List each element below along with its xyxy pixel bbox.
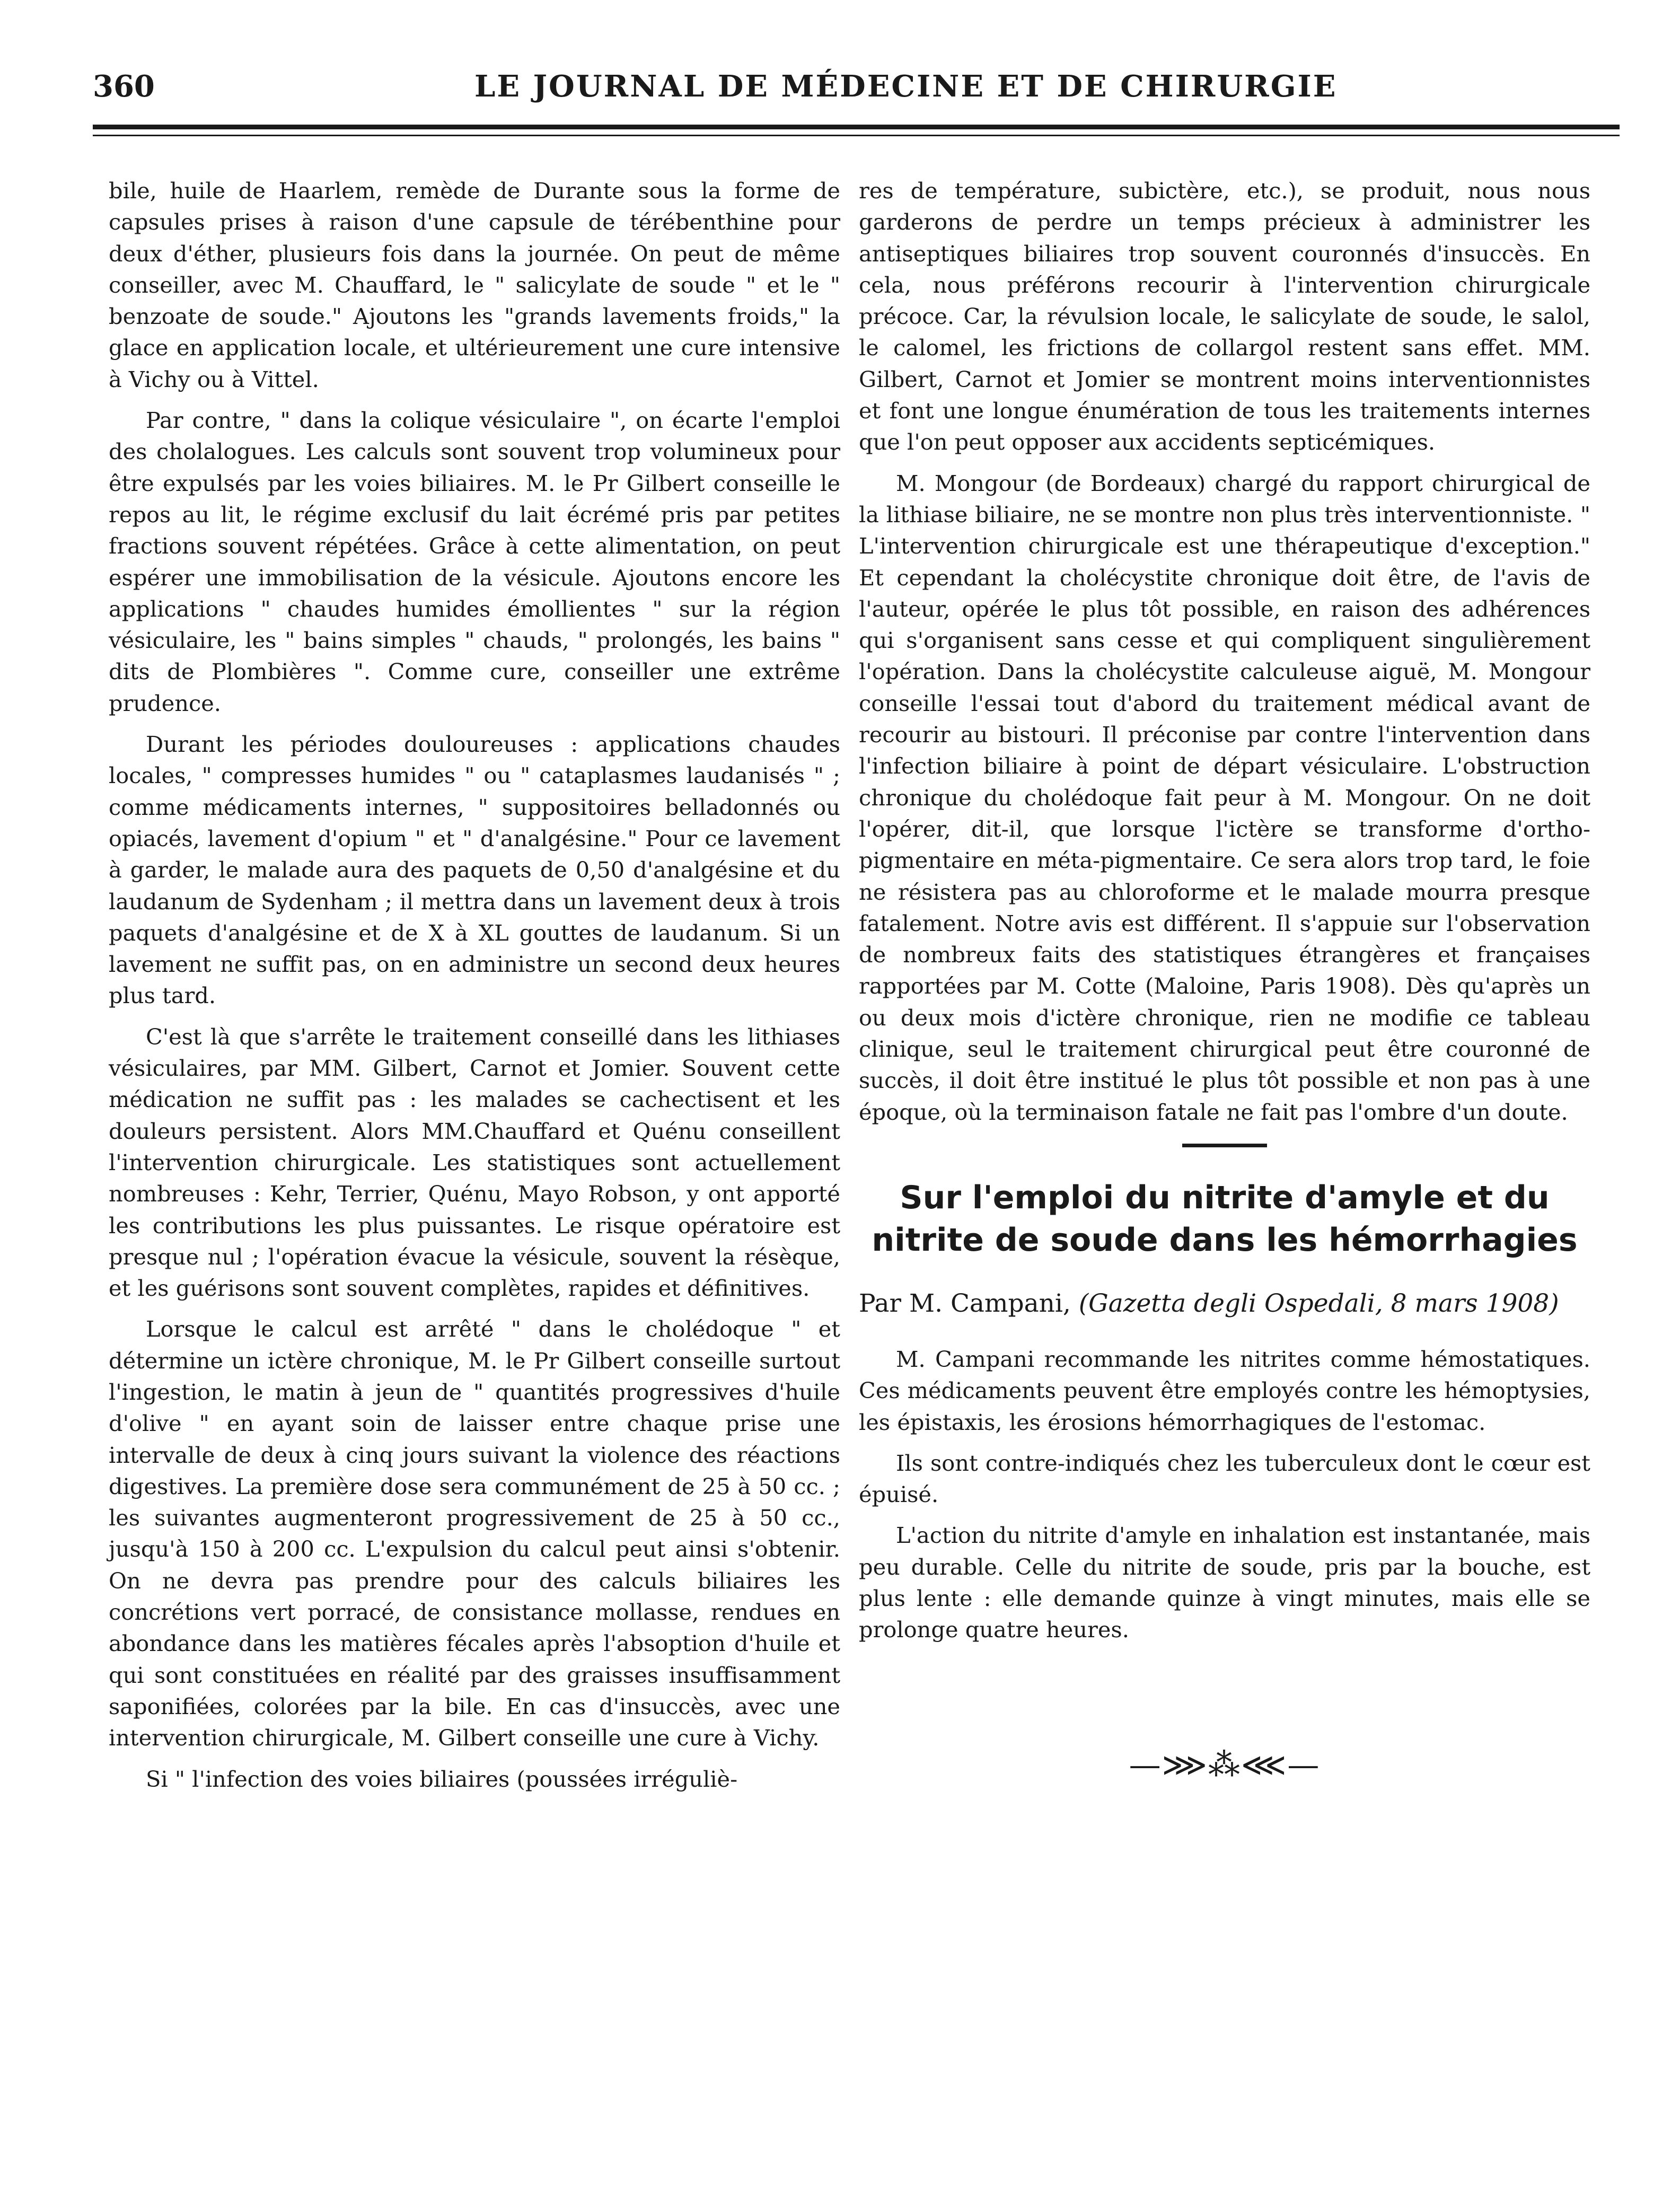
article-byline <box>859 1285 1590 1322</box>
page-number: 360 <box>93 69 155 104</box>
byline-source: (Gazetta degli Ospedali, 8 mars 1908) <box>1078 1288 1559 1318</box>
paragraph: res de température, subictère, etc.), se produit, nous nous garderons de perdre un temps précieux à administrer les antiseptiques biliaires trop souvent couronnés d'insuccès. En cela, nous préférons recourir à l'intervention chirurgicale précoce. Car, la révulsion locale, le salicylate de soude, le salol, le calomel, les frictions de collargol restent sans effet. MM. Gilbert, Carnot et Jomier se montrent moins interventionnistes et font une longue énumération de tous les traitements internes que l'on peut opposer aux accidents septicémiques. <box>859 178 1590 455</box>
paragraph: Lorsque le calcul est arrêté " dans le cholédoque " et détermine un ictère chronique, M. le Pr Gilbert conseille surtout l'ingestion, le matin à jeun de " quantités progressives d'huile d'olive " en ayant soin de laisser entre chaque prise une intervalle de deux à cinq jours suivant la violence des réactions digestives. La première dose sera communément de 25 à 50 cc. ; les suivantes augmenteront progressivement de 25 à 50 cc., jusqu'à 150 à 200 cc. L'expulsion du calcul peut ainsi s'obtenir. On ne devra pas prendre pour des calculs biliaires les concrétions vert porracé, de consistance mollasse, rendues en abondance dans les matières fécales après l'absoption d'huile et qui sont constituées en réalité par des graisses insuffisamment saponifiées, colorées par la bile. En cas d'insuccès, avec une intervention chirurgicale, M. Gilbert conseille une cure à Vichy. <box>109 1316 840 1751</box>
journal-title: LE JOURNAL DE MÉDECINE ET DE CHIRURGIE <box>474 69 1338 104</box>
byline-author: Par M. Campani, <box>859 1288 1071 1318</box>
paragraph: M. Campani recommande les nitrites comme hémostatiques. Ces médicaments peuvent être employés contre les hémoptysies, les épistaxis, les érosions hémorrhagiques de l'estomac. <box>859 1346 1590 1435</box>
paragraph: Par contre, " dans la colique vésiculaire ", on écarte l'emploi des cholalogues. Les calculs sont souvent trop volumineux pour être expulsés par les voies biliaires. M. le Pr Gilbert conseille le repos au lit, le régime exclusif du lait écrémé pris par petites fractions souvent répétées. Grâce à cette alimentation, on peut espérer une immobilisation de la vésicule. Ajoutons encore les applications " chaudes humides émollientes " sur la région vésiculaire, les " bains simples " chauds, " prolongés, les bains " dits de Plombières ". Comme cure, conseiller une extrême prudence. <box>109 407 840 716</box>
paragraph: C'est là que s'arrête le traitement conseillé dans les lithiases vésiculaires, par MM. Gilbert, Carnot et Jomier. Souvent cette médication ne suffit pas : les malades se cachectisent et les douleurs persistent. Alors MM.Chauffard et Quénu conseillent l'intervention chirurgicale. Les statistiques sont actuellement nombreuses : Kehr, Terrier, Quénu, Mayo Robson, y ont apporté les contributions les plus puissantes. Le risque opératoire est presque nul ; l'opération évacue la vésicule, souvent la résèque, et les guérisons sont souvent complètes, rapides et définitives. <box>109 1023 840 1302</box>
page-header <box>93 69 1620 106</box>
article-title: Sur l'emploi du nitrite d'amyle et du nitrite de soude dans les hémorrhagies <box>872 1179 1578 1259</box>
end-ornament: —⋙⁂⋘— <box>1129 1746 1321 1784</box>
paragraph: Si " l'infection des voies biliaires (poussées irréguliè- <box>146 1766 738 1792</box>
paragraph: M. Mongour (de Bordeaux) chargé du rapport chirurgical de la lithiase biliaire, ne se montre non plus très interventionniste. " L'intervention chirurgicale est une thérapeutique d'exception." Et cependant la cholécystite chronique doit être, de l'avis de l'auteur, opérée le plus tôt possible, en raison des adhérences qui s'organisent sans cesse et qui compliquent singulièrement l'opération. Dans la cholécystite calculeuse aiguë, M. Mongour conseille l'essai tout d'abord du traitement médical avant de recourir au bistouri. Il préconise par contre l'intervention dans l'infection biliaire à point de départ vésiculaire. L'obstruction chronique du cholédoque fait peur à M. Mongour. On ne doit l'opérer, dit-il, que lorsque l'ictère se transforme d'ortho-pigmentaire en méta-pigmentaire. Ce sera alors trop tard, le foie ne résistera pas au chloroforme et le malade mourra presque fatalement. Notre avis est différent. Il s'appuie sur l'observation de nombreux faits des statistiques étrangères et françaises rapportées par M. Cotte (Maloine, Paris 1908). Dès qu'après un ou deux mois d'ictère chronique, rien ne modifie ce tableau clinique, seul le traitement chirurgical peut être couronné de succès, il doit être institué le plus tôt possible et non pas à une époque, où la terminaison fatale ne fait pas l'ombre d'un doute. <box>859 470 1590 1125</box>
paragraph: bile, huile de Haarlem, remède de Durante sous la forme de capsules prises à raison d'une capsule de térébenthine pour deux d'éther, plusieurs fois dans la journée. On peut de même conseiller, avec M. Chauffard, le " salicylate de soude " et le " benzoate de soude." Ajoutons les "grands lavements froids," la glace en application locale, et ultérieurement une cure intensive à Vichy ou à Vittel. <box>109 178 840 392</box>
header-rule-thin <box>93 135 1620 136</box>
paragraph: L'action du nitrite d'amyle en inhalation est instantanée, mais peu durable. Celle du nitrite de soude, pris par la bouche, est plus lente : elle demande quinze à vingt minutes, mais elle se prolonge quatre heures. <box>859 1522 1590 1643</box>
section-divider <box>1182 1144 1267 1147</box>
paragraph: Ils sont contre-indiqués chez les tuberculeux dont le cœur est épuisé. <box>859 1450 1590 1508</box>
right-column <box>859 175 1590 1784</box>
header-rule-thick <box>93 125 1620 129</box>
paragraph: Durant les périodes douloureuses : applications chaudes locales, " compresses humides " ou " cataplasmes laudanisés " ; comme médicaments internes, " suppositoires belladonnés ou opiacés, lavement d'opium " et " d'analgésine." Pour ce lavement à garder, le malade aura des paquets de 0,50 d'analgésine et du laudanum de Sydenham ; il mettra dans un lavement deux à trois paquets d'analgésine et de X à XL gouttes de laudanum. Si un lavement ne suffit pas, on en administre un second deux heures plus tard. <box>109 731 840 1009</box>
left-column <box>109 175 840 1804</box>
